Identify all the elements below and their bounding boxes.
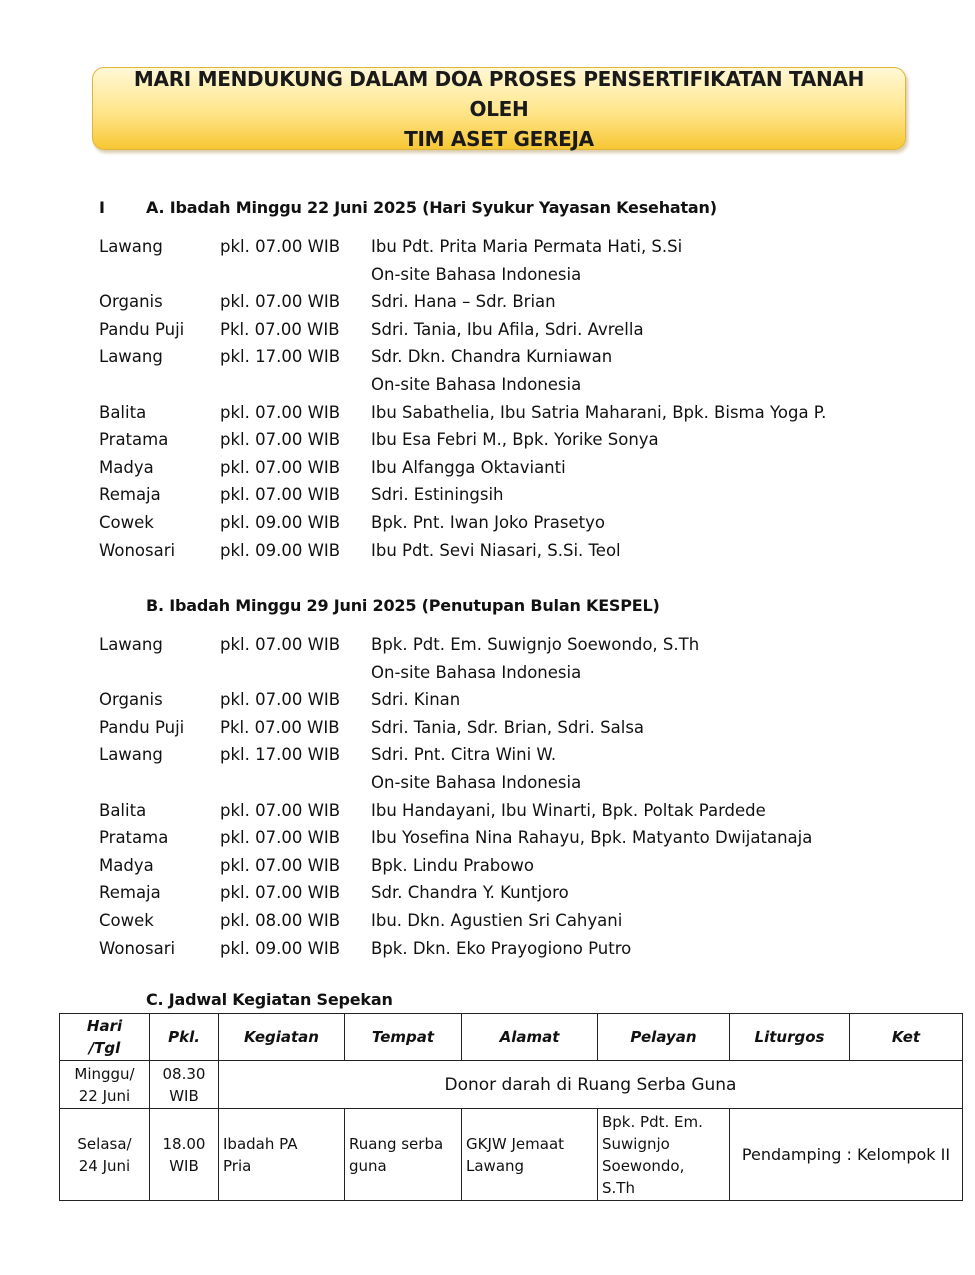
header-pkl: Pkl. [150, 1014, 219, 1061]
schedule-row [99, 371, 959, 399]
place-label: Lawang [99, 347, 163, 367]
schedule-row [99, 316, 959, 344]
section-b-title: B. Ibadah Minggu 29 Juni 2025 (Penutupan Bulan KESPEL) [146, 596, 660, 615]
time-label: pkl. 07.00 WIB [220, 402, 341, 422]
place-label: Wonosari [99, 938, 176, 958]
time-label: pkl. 07.00 WIB [220, 485, 341, 505]
person-label: Bpk. Lindu Prabowo [371, 855, 534, 875]
schedule-row [99, 233, 959, 261]
person-label: Ibu Sabathelia, Ibu Satria Maharani, Bpk. Bisma Yoga P. [371, 402, 827, 422]
header-hari-tgl: Hari /Tgl [60, 1014, 150, 1061]
schedule-row [99, 935, 959, 963]
schedule-row [99, 426, 959, 454]
person-label: Sdri. Tania, Sdr. Brian, Sdri. Salsa [371, 717, 645, 737]
schedule-row [99, 631, 959, 659]
place-label: Pandu Puji [99, 717, 185, 737]
banner-line-2: TIM ASET GEREJA [404, 126, 594, 151]
time-label: pkl. 07.00 WIB [220, 828, 341, 848]
time-label: pkl. 17.00 WIB [220, 347, 341, 367]
place-label: Balita [99, 800, 147, 820]
place-label: Pratama [99, 828, 169, 848]
place-label: Remaja [99, 485, 161, 505]
cell-tempat: Ruang serba guna [345, 1109, 462, 1201]
place-label: Wonosari [99, 540, 176, 560]
time-label: pkl. 07.00 WIB [220, 883, 341, 903]
person-label: Ibu Esa Febri M., Bpk. Yorike Sonya [371, 430, 659, 450]
cell-activity-merged: Donor darah di Ruang Serba Guna [219, 1061, 963, 1109]
cell-time: 18.00 WIB [150, 1109, 219, 1201]
weekly-activity-table [59, 1013, 963, 1201]
table-row [60, 1061, 963, 1109]
schedule-row [99, 714, 959, 742]
person-label: Bpk. Pnt. Iwan Joko Prasetyo [371, 512, 605, 532]
person-label: Ibu. Dkn. Agustien Sri Cahyani [371, 910, 623, 930]
person-label: Ibu Handayani, Ibu Winarti, Bpk. Poltak Pardede [371, 800, 766, 820]
section-a-schedule [99, 233, 959, 564]
time-label: pkl. 09.00 WIB [220, 938, 341, 958]
schedule-row [99, 261, 959, 289]
schedule-row [99, 686, 959, 714]
person-label: Sdr. Dkn. Chandra Kurniawan [371, 347, 613, 367]
section-a-title: A. Ibadah Minggu 22 Juni 2025 (Hari Syukur Yayasan Kesehatan) [146, 198, 717, 217]
place-label: Cowek [99, 910, 154, 930]
time-label: Pkl. 07.00 WIB [220, 717, 340, 737]
time-label: pkl. 07.00 WIB [220, 430, 341, 450]
schedule-row [99, 288, 959, 316]
place-label: Organis [99, 292, 163, 312]
cell-alamat: GKJW Jemaat Lawang [462, 1109, 598, 1201]
section-roman-numeral: I [99, 198, 105, 217]
place-label: Madya [99, 855, 154, 875]
schedule-row [99, 659, 959, 687]
place-label: Lawang [99, 237, 163, 256]
banner-title [109, 64, 889, 154]
person-label: On-site Bahasa Indonesia [371, 662, 582, 682]
cell-time: 08.30 WIB [150, 1061, 219, 1109]
time-label: pkl. 07.00 WIB [220, 855, 341, 875]
header-ket: Ket [850, 1014, 963, 1061]
person-label: On-site Bahasa Indonesia [371, 374, 582, 394]
cell-day: Minggu/ 22 Juni [60, 1061, 150, 1109]
schedule-row [99, 481, 959, 509]
header-tempat: Tempat [345, 1014, 462, 1061]
time-label: pkl. 08.00 WIB [220, 910, 341, 930]
time-label: pkl. 07.00 WIB [220, 457, 341, 477]
person-label: On-site Bahasa Indonesia [371, 264, 582, 284]
time-label: pkl. 09.00 WIB [220, 540, 341, 560]
header-pelayan: Pelayan [598, 1014, 730, 1061]
cell-kegiatan: Ibadah PA Pria [219, 1109, 345, 1201]
person-label: Sdri. Hana – Sdr. Brian [371, 292, 556, 312]
header-alamat: Alamat [462, 1014, 598, 1061]
place-label: Organis [99, 690, 163, 710]
time-label: pkl. 07.00 WIB [220, 635, 341, 654]
time-label: pkl. 07.00 WIB [220, 800, 341, 820]
person-label: Ibu Yosefina Nina Rahayu, Bpk. Matyanto Dwijatanaja [371, 828, 813, 848]
time-label: pkl. 09.00 WIB [220, 512, 341, 532]
schedule-row [99, 852, 959, 880]
place-label: Cowek [99, 512, 154, 532]
place-label: Remaja [99, 883, 161, 903]
place-label: Madya [99, 457, 154, 477]
cell-ket-merged: Pendamping : Kelompok II [730, 1109, 963, 1201]
schedule-row [99, 769, 959, 797]
person-label: Ibu Pdt. Prita Maria Permata Hati, S.Si [371, 237, 683, 256]
announcement-banner [92, 67, 906, 150]
person-label: Sdri. Kinan [371, 690, 461, 710]
place-label: Pratama [99, 430, 169, 450]
person-label: Bpk. Pdt. Em. Suwignjo Soewondo, S.Th [371, 635, 700, 654]
header-kegiatan: Kegiatan [219, 1014, 345, 1061]
place-label: Balita [99, 402, 147, 422]
time-label: pkl. 17.00 WIB [220, 745, 341, 765]
time-label: pkl. 07.00 WIB [220, 690, 341, 710]
schedule-row [99, 741, 959, 769]
person-label: Sdr. Chandra Y. Kuntjoro [371, 883, 569, 903]
schedule-row [99, 399, 959, 427]
person-label: Sdri. Pnt. Citra Wini W. [371, 745, 557, 765]
place-label: Lawang [99, 635, 163, 654]
person-label: Ibu Pdt. Sevi Niasari, S.Si. Teol [371, 540, 621, 560]
place-label: Pandu Puji [99, 319, 185, 339]
schedule-row [99, 454, 959, 482]
time-label: Pkl. 07.00 WIB [220, 319, 340, 339]
table-header-row [60, 1014, 963, 1061]
schedule-row [99, 343, 959, 371]
header-liturgos: Liturgos [730, 1014, 850, 1061]
section-c-title: C. Jadwal Kegiatan Sepekan [146, 990, 393, 1009]
schedule-row [99, 824, 959, 852]
person-label: On-site Bahasa Indonesia [371, 772, 582, 792]
time-label: pkl. 07.00 WIB [220, 292, 341, 312]
schedule-row [99, 907, 959, 935]
schedule-row [99, 797, 959, 825]
schedule-row [99, 509, 959, 537]
schedule-row [99, 537, 959, 565]
person-label: Sdri. Tania, Ibu Afila, Sdri. Avrella [371, 319, 644, 339]
person-label: Bpk. Dkn. Eko Prayogiono Putro [371, 938, 632, 958]
cell-day: Selasa/ 24 Juni [60, 1109, 150, 1201]
schedule-row [99, 879, 959, 907]
section-b-schedule [99, 631, 959, 962]
person-label: Sdri. Estiningsih [371, 485, 504, 505]
place-label: Lawang [99, 745, 163, 765]
table-row [60, 1109, 963, 1201]
person-label: Ibu Alfangga Oktavianti [371, 457, 566, 477]
time-label: pkl. 07.00 WIB [220, 237, 341, 256]
banner-line-1: MARI MENDUKUNG DALAM DOA PROSES PENSERTIFIKATAN TANAH OLEH [133, 66, 865, 121]
cell-pelayan: Bpk. Pdt. Em. Suwignjo Soewondo, S.Th [598, 1109, 730, 1201]
